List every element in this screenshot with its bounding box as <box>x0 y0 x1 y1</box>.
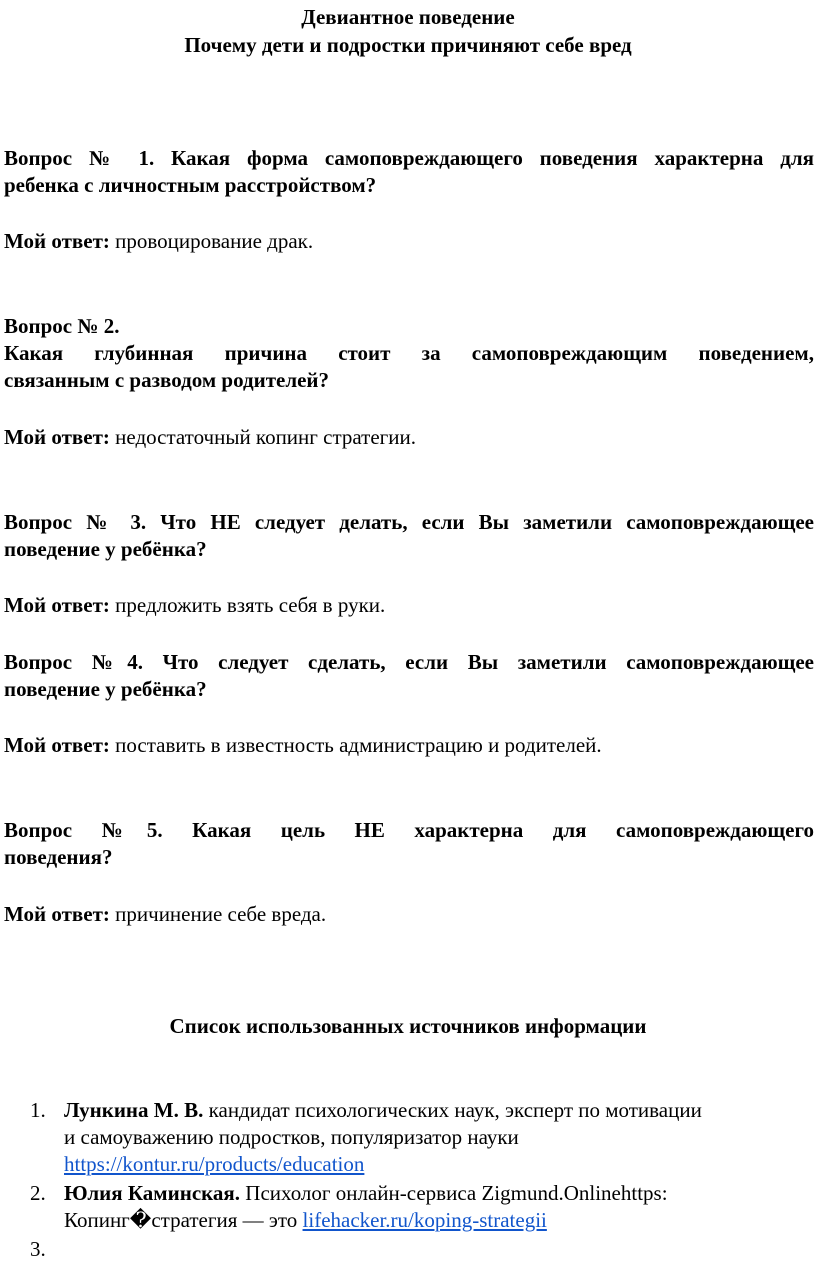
source-2-text-1: Психолог онлайн-сервиса Zigmund.Onlinehttps: <box>240 1181 668 1205</box>
answer-5 <box>4 901 814 928</box>
question-5-line-1: Вопрос №5. Какая цель НЕ характерна для самоповреждающего <box>4 818 814 842</box>
source-1-text-1: кандидат психологических наук, эксперт по мотивации <box>203 1098 702 1122</box>
list-item-number: 2. <box>30 1181 46 1205</box>
answer-label: Мой ответ: <box>4 593 110 617</box>
question-2-line-2: связанным с разводом родителей? <box>4 368 330 392</box>
answer-4 <box>4 732 814 759</box>
source-1-text-2: и самоуважению подростков, популяризатор науки <box>64 1125 519 1149</box>
sources-list <box>30 1097 810 1263</box>
answer-label: Мой ответ: <box>4 425 110 449</box>
question-1 <box>4 145 814 199</box>
list-item <box>30 1180 810 1234</box>
answer-3-text: предложить взять себя в руки. <box>115 593 386 617</box>
answer-3 <box>4 592 814 619</box>
list-item-number: 3. <box>30 1237 46 1261</box>
question-5 <box>4 817 814 871</box>
list-item-number: 1. <box>30 1098 46 1122</box>
answer-4-text: поставить в известность администрацию и родителей. <box>115 733 602 757</box>
answer-1-text: провоцирование драк. <box>115 229 314 253</box>
answer-label: Мой ответ: <box>4 733 110 757</box>
source-2-line-2 <box>64 1207 810 1234</box>
document-title: Девиантное поведение <box>301 5 515 29</box>
sources-title: Список использованных источников информации <box>169 1014 647 1038</box>
document-subtitle: Почему дети и подростки причиняют себе вред <box>184 33 632 57</box>
question-3-line-1: Вопрос № 3. Что НЕ следует делать, если Вы заметили самоповреждающее <box>4 510 814 534</box>
answer-label: Мой ответ: <box>4 902 110 926</box>
answer-5-text: причинение себе вреда. <box>115 902 327 926</box>
source-1-author: Лункина М. В. <box>64 1098 204 1122</box>
question-1-line-1: Вопрос № 1. Какая форма самоповреждающего поведения характерна для <box>4 146 814 170</box>
source-1-line-1 <box>64 1097 810 1124</box>
answer-2 <box>4 424 814 451</box>
answer-label: Мой ответ: <box>4 229 110 253</box>
source-2-text-2: Копинг�стратегия — это <box>64 1208 303 1232</box>
question-2 <box>4 313 814 394</box>
question-4 <box>4 649 814 703</box>
question-4-line-1: Вопрос №4. Что следует сделать, если Вы заметили самоповреждающее <box>4 650 814 674</box>
answer-1 <box>4 228 814 255</box>
answer-2-text: недостаточный копинг стратегии. <box>115 425 417 449</box>
question-5-line-2: поведения? <box>4 845 113 869</box>
question-2-head: Вопрос № 2. <box>4 314 120 338</box>
question-3 <box>4 509 814 563</box>
question-1-line-2: ребенка с личностным расстройством? <box>4 173 377 197</box>
question-2-line-1: Какая глубинная причина стоит за самоповреждающим поведением, <box>4 341 814 365</box>
source-2-link[interactable]: lifehacker.ru/koping-strategii <box>302 1208 547 1232</box>
source-2-line-1 <box>64 1180 810 1207</box>
question-4-line-2: поведение у ребёнка? <box>4 677 207 701</box>
list-item <box>30 1236 810 1263</box>
list-item <box>30 1097 810 1178</box>
source-2-author: Юлия Каминская. <box>64 1181 241 1205</box>
source-1-link[interactable]: https://kontur.ru/products/education <box>64 1152 365 1176</box>
question-3-line-2: поведение у ребёнка? <box>4 537 207 561</box>
